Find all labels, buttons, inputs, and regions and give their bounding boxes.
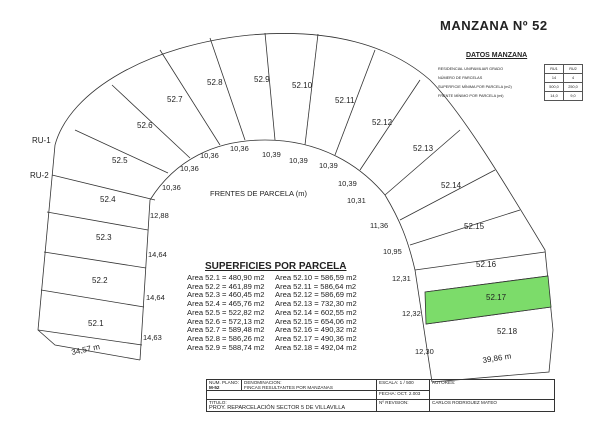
n-label: Nº [379,400,384,405]
front-dimension: 10,39 [338,179,357,188]
datos-v2: 4 [564,74,583,83]
title-block [206,379,555,412]
front-dimension: 12,88 [150,211,169,220]
parcel-boundary [41,290,144,307]
titulo: PROY. REPARCELACIÓN SECTOR 5 DE VILLAVILLA [209,405,346,411]
front-dimension: 10,36 [200,151,219,160]
area-entry: Area 52.5 = 522,82 m2 [187,307,265,317]
dim-right: 39,86 m [481,351,512,365]
datos-label: SUPERFICIE MÍNIMA POR PARCELA (m2) [438,85,512,89]
datos-table [436,64,583,101]
parcel-boundary [75,130,168,173]
superficies-col1 [187,274,275,352]
parcel-number[interactable]: 52.4 [100,195,116,204]
area-entry: Area 52.6 = 572,13 m2 [187,316,265,326]
front-dimension: 10,39 [289,156,308,165]
parcel-number[interactable]: 52.1 [88,319,104,328]
front-dimension: 10,39 [319,161,338,170]
parcel-number[interactable]: 52.16 [476,260,497,269]
parcel-number[interactable]: 52.3 [96,233,112,242]
front-dimension: 11,36 [370,221,389,230]
front-dimension: 10,36 [162,183,181,192]
titulo-cell [207,400,377,412]
ru2-label: RU-2 [30,171,49,180]
parcel-number[interactable]: 52.11 [335,96,355,105]
area-entry: Area 52.1 = 480,90 m2 [187,273,265,282]
denominacion-cell [242,380,377,391]
parcel-number[interactable]: 52.8 [207,78,223,87]
datos-v2: 250,0 [564,83,583,92]
parcel-number[interactable]: 52.15 [464,222,485,231]
front-dimension: 10,31 [347,196,366,205]
datos-v1: 14 [545,74,564,83]
dim-left: 34,57 m [70,342,101,357]
parcel-number[interactable]: 52.13 [413,144,434,153]
parcel-boundary [44,252,146,268]
superficies-col2 [275,274,363,352]
denominacion: FINCAS RESULTANTES POR MANZANAS [244,385,333,390]
area-entry: Area 52.14 = 602,55 m2 [275,307,357,317]
parcel-number[interactable]: 52.6 [137,121,153,130]
superficies-heading: SUPERFICIES POR PARCELA [205,261,347,272]
superficies-list [187,274,363,352]
parcel-number[interactable]: 52.14 [441,181,462,190]
parcel-number[interactable]: 52.18 [497,327,518,336]
front-dimension: 10,36 [180,164,199,173]
num-plano-label: NUM. PLANO: [209,380,239,385]
area-entry: Area 52.4 = 465,76 m2 [187,299,265,309]
datos-label: NÚMERO DE PARCELAS [438,76,483,80]
area-entry: Area 52.10 = 586,59 m2 [275,273,357,282]
datos-v2: RU2 [564,65,583,74]
parcel-boundary [400,170,495,220]
denominacion-label: DENOMINACION: [244,380,282,385]
area-entry: Area 52.18 = 492,04 m2 [275,342,357,352]
front-dimension: 10,36 [230,144,249,153]
front-dimension: 10,39 [262,150,281,159]
datos-label: FRENTE MÍNIMO POR PARCELA (ml) [438,94,504,98]
area-entry: Area 52.12 = 586,69 m2 [275,290,357,300]
revision-label: REVISION: [385,400,409,405]
parcel-number[interactable]: 52.12 [372,118,393,127]
parcel-number[interactable]: 52.2 [92,276,108,285]
datos-v1: 500,0 [545,83,564,92]
area-entry: Area 52.3 = 460,45 m2 [187,290,265,300]
front-dimension: 14,64 [148,250,167,259]
ru1-label: RU-1 [32,136,51,145]
frentes-label: FRENTES DE PARCELA (m) [210,189,307,198]
autores-label: AUTORES: [430,380,555,400]
autor: CARLOS RODRIGUEZ MATEO [430,400,555,412]
front-dimension: 12,32 [402,309,421,318]
parcel-number[interactable]: 52.17 [486,293,507,302]
area-entry: Area 52.2 = 461,89 m2 [187,281,265,291]
parcel-number[interactable]: 52.10 [292,81,313,90]
parcel-number[interactable]: 52.5 [112,156,128,165]
titulo-label: TITULO: [209,400,227,405]
datos-v1: RU1 [545,65,564,74]
parcel-boundary [210,38,245,140]
revision-cell [377,400,430,412]
front-dimension: 12,31 [392,274,411,283]
front-dimension: 12,30 [415,347,434,356]
area-entry: Area 52.13 = 732,30 m2 [275,299,357,309]
front-dimension: 14,63 [143,333,162,342]
front-dimension: 14,64 [146,293,165,302]
area-entry: Area 52.7 = 589,48 m2 [187,325,265,335]
num-plano: M-52 [209,385,220,390]
datos-v1: 14,0 [545,92,564,101]
parcel-boundary [47,212,148,230]
parcel-number[interactable]: 52.7 [167,95,183,104]
datos-heading: DATOS MANZANA [466,52,528,59]
area-entry: Area 52.11 = 586,64 m2 [275,281,357,291]
num-plano-cell [207,380,242,391]
area-entry: Area 52.9 = 588,74 m2 [187,342,265,352]
datos-label: RESIDENCIAL UNIFAMILIAR GRADO [438,67,504,71]
area-entry: Area 52.16 = 490,32 m2 [275,325,357,335]
parcel-number[interactable]: 52.9 [254,75,270,84]
datos-v2: 9,0 [564,92,583,101]
page-title: MANZANA Nº 52 [440,18,548,33]
fecha: FECHA: OCT. 2.003 [377,391,430,400]
parcel-boundary [265,33,275,140]
escala: ESCALA: 1 / 500 [377,380,430,391]
area-entry: Area 52.8 = 586,26 m2 [187,333,265,343]
area-entry: Area 52.15 = 654,06 m2 [275,316,357,326]
parcel-boundary [38,330,142,345]
area-entry: Area 52.17 = 490,36 m2 [275,333,357,343]
front-dimension: 10,95 [383,247,402,256]
